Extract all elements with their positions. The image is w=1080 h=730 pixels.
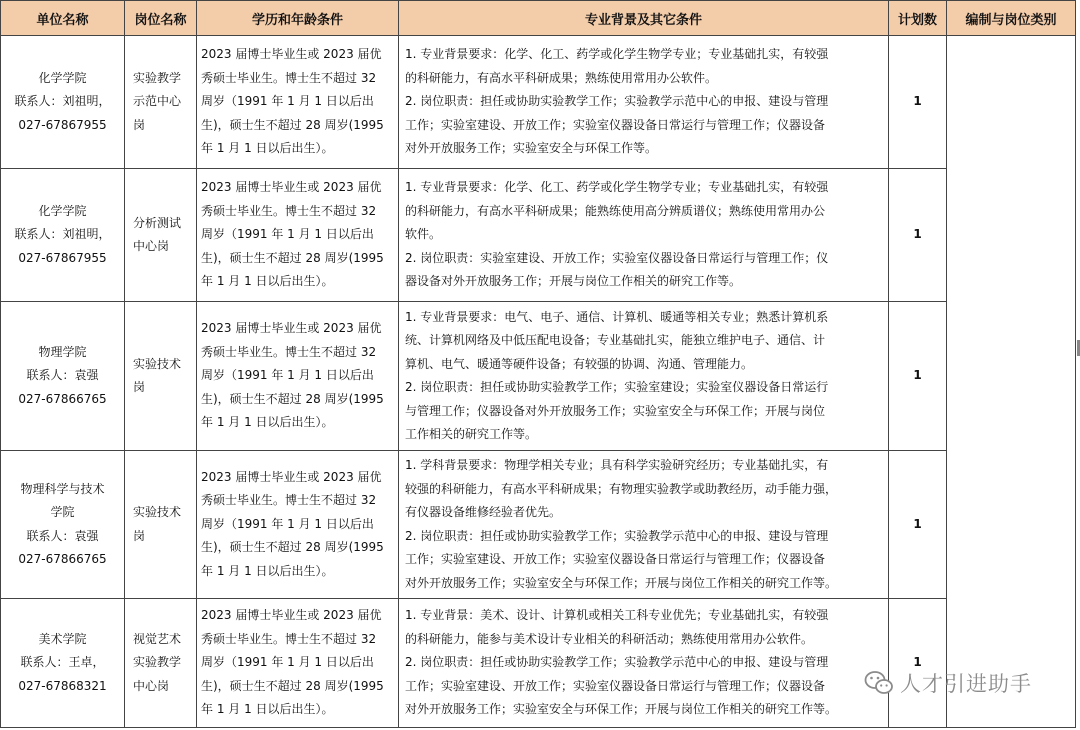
conditions-cell <box>399 36 889 169</box>
header-education-age: 学历和年龄条件 <box>197 1 399 36</box>
edu-line: 2023 届博士毕业生或 2023 届优 <box>201 469 382 484</box>
condition-line: 对外开放服务工作；实验室安全与环保工作；开展与岗位工作相关的研究工作等。 <box>405 575 838 590</box>
header-post: 岗位名称 <box>125 1 197 36</box>
edu-line: 周岁（1991 年 1 月 1 日以后出 <box>201 94 374 109</box>
condition-line: 1. 专业背景要求：化学、化工、药学或化学生物学专业；专业基础扎实，有较强 <box>405 180 829 195</box>
education-age-cell <box>197 451 399 599</box>
table-row <box>1 599 1076 728</box>
edu-line: 周岁（1991 年 1 月 1 日以后出 <box>201 368 374 383</box>
education-age-cell <box>197 302 399 451</box>
condition-line: 1. 专业背景：美术、设计、计算机或相关工科专业优先；专业基础扎实，有较强 <box>405 608 829 623</box>
table-row <box>1 36 1076 169</box>
unit-line: 化学学院 <box>38 70 87 85</box>
post-line: 中心岗 <box>133 678 170 693</box>
conditions-cell <box>399 599 889 728</box>
condition-line: 对外开放服务工作；实验室安全与环保工作等。 <box>405 141 658 156</box>
unit-line: 联系人：刘祖明， <box>14 227 111 242</box>
condition-line: 较强的科研能力，有高水平科研成果；有物理实验教学或助教经历，动手能力强， <box>405 481 838 496</box>
header-conditions: 专业背景及其它条件 <box>399 1 889 36</box>
edu-line: 周岁（1991 年 1 月 1 日以后出 <box>201 227 374 242</box>
header-row <box>1 1 1076 36</box>
edu-line: 2023 届博士毕业生或 2023 届优 <box>201 608 382 623</box>
condition-line: 1. 专业背景要求：电气、电子、通信、计算机、暖通等相关专业；熟悉计算机系 <box>405 309 829 324</box>
unit-line: 联系人：袁强 <box>26 528 99 543</box>
table-row <box>1 302 1076 451</box>
condition-line: 工作；实验室建设、开放工作；实验室仪器设备日常运行与管理工作；仪器设备 <box>405 678 826 693</box>
table-row <box>1 169 1076 302</box>
edu-line: 秀硕士毕业生。博士生不超过 32 <box>201 493 377 508</box>
unit-line: 物理学院 <box>38 344 87 359</box>
post-cell <box>125 36 197 169</box>
education-age-cell <box>197 36 399 169</box>
edu-line: 年 1 月 1 日以后出生）。 <box>201 141 334 156</box>
condition-line: 2. 岗位职责：担任或协助实验教学工作；实验教学示范中心的申报、建设与管理 <box>405 528 829 543</box>
unit-cell <box>1 36 125 169</box>
edu-line: 生)，硕士生不超过 28 周岁(1995 <box>201 678 384 693</box>
condition-line: 统、计算机网络及中低压配电设备；专业基础扎实，能独立维护电子、通信、计 <box>405 333 826 347</box>
condition-line: 器设备对外开放服务工作；开展与岗位工作相关的研究工作等。 <box>405 274 742 289</box>
conditions-cell <box>399 451 889 599</box>
condition-line: 的科研能力，能参与美术设计专业相关的科研活动；熟练使用常用办公软件。 <box>405 631 814 646</box>
unit-cell <box>1 599 125 728</box>
condition-line: 的科研能力，有高水平科研成果；熟练使用常用办公软件。 <box>405 70 718 85</box>
condition-line: 软件。 <box>405 227 442 242</box>
unit-line: 物理科学与技术 <box>20 481 105 496</box>
conditions-cell <box>399 302 889 451</box>
post-line: 岗 <box>133 380 146 394</box>
post-line: 分析测试 <box>133 215 182 230</box>
edu-line: 年 1 月 1 日以后出生）。 <box>201 274 334 289</box>
header-unit: 单位名称 <box>1 1 125 36</box>
unit-line: 027-67867955 <box>18 117 107 132</box>
condition-line: 有仪器设备维修经验者优先。 <box>405 505 562 519</box>
condition-line: 2. 岗位职责：担任或协助实验教学工作；实验教学示范中心的申报、建设与管理 <box>405 94 829 109</box>
unit-line: 美术学院 <box>38 631 87 646</box>
edu-line: 秀硕士毕业生。博士生不超过 32 <box>201 70 377 85</box>
post-cell <box>125 302 197 451</box>
header-count: 计划数 <box>889 1 947 36</box>
unit-line: 027-67866765 <box>18 391 107 406</box>
condition-line: 2. 岗位职责：担任或协助实验教学工作；实验室建设；实验室仪器设备日常运行 <box>405 380 829 394</box>
unit-line: 027-67868321 <box>18 678 107 693</box>
unit-cell <box>1 451 125 599</box>
header-category: 编制与岗位类别 <box>947 1 1076 36</box>
plan-count-cell: 1 <box>889 169 947 302</box>
post-line: 岗 <box>133 528 146 543</box>
unit-line: 学院 <box>50 505 75 519</box>
post-line: 实验技术 <box>133 356 182 371</box>
edu-line: 生)，硕士生不超过 28 周岁(1995 <box>201 391 384 406</box>
education-age-cell <box>197 169 399 302</box>
condition-line: 1. 学科背景要求：物理学相关专业；具有科学实验研究经历；专业基础扎实，有 <box>405 458 829 472</box>
edu-line: 秀硕士毕业生。博士生不超过 32 <box>201 203 377 218</box>
post-line: 视觉艺术 <box>133 631 182 646</box>
edu-line: 生)，硕士生不超过 28 周岁(1995 <box>201 540 384 555</box>
unit-line: 联系人：袁强 <box>26 368 99 383</box>
education-age-cell <box>197 599 399 728</box>
unit-line: 联系人：王卓， <box>20 655 105 670</box>
post-cell <box>125 169 197 302</box>
edu-line: 周岁（1991 年 1 月 1 日以后出 <box>201 516 374 531</box>
edu-line: 2023 届博士毕业生或 2023 届优 <box>201 321 382 336</box>
post-line: 中心岗 <box>133 239 170 253</box>
unit-line: 027-67867955 <box>18 250 107 265</box>
post-line: 实验教学 <box>133 70 182 85</box>
wechat-icon <box>864 670 894 696</box>
post-line: 实验技术 <box>133 505 182 519</box>
unit-cell <box>1 302 125 451</box>
edu-line: 秀硕士毕业生。博士生不超过 32 <box>201 344 377 359</box>
edu-line: 周岁（1991 年 1 月 1 日以后出 <box>201 655 374 670</box>
plan-count-cell: 1 <box>889 302 947 451</box>
condition-line: 工作；实验室建设、开放工作；实验室仪器设备日常运行与管理工作；仪器设备 <box>405 552 826 566</box>
edu-line: 年 1 月 1 日以后出生）。 <box>201 702 334 717</box>
category-cell <box>947 36 1076 728</box>
post-line: 实验教学 <box>133 655 182 670</box>
condition-line: 算机、电气、暖通等硬件设备；有较强的协调、沟通、管理能力。 <box>405 356 754 371</box>
unit-cell <box>1 169 125 302</box>
plan-count-cell: 1 <box>889 599 947 728</box>
edu-line: 年 1 月 1 日以后出生）。 <box>201 563 334 578</box>
post-cell <box>125 451 197 599</box>
plan-count-cell: 1 <box>889 451 947 599</box>
unit-line: 化学学院 <box>38 203 87 218</box>
condition-line: 工作；实验室建设、开放工作；实验室仪器设备日常运行与管理工作；仪器设备 <box>405 117 826 132</box>
unit-line: 联系人：刘祖明， <box>14 94 111 109</box>
condition-line: 与管理工作；仪器设备对外开放服务工作；实验室安全与环保工作；开展与岗位 <box>405 403 826 418</box>
edu-line: 生)，硕士生不超过 28 周岁(1995 <box>201 117 384 132</box>
condition-line: 2. 岗位职责：担任或协助实验教学工作；实验教学示范中心的申报、建设与管理 <box>405 655 829 670</box>
post-cell <box>125 599 197 728</box>
post-line: 示范中心 <box>133 94 182 109</box>
edu-line: 2023 届博士毕业生或 2023 届优 <box>201 180 382 195</box>
watermark <box>864 666 1032 700</box>
edu-line: 生)，硕士生不超过 28 周岁(1995 <box>201 250 384 265</box>
condition-line: 对外开放服务工作；实验室安全与环保工作；开展与岗位工作相关的研究工作等。 <box>405 702 838 717</box>
conditions-cell <box>399 169 889 302</box>
condition-line: 的科研能力，有高水平科研成果；能熟练使用高分辨质谱仪；熟练使用常用办公 <box>405 203 826 218</box>
table-row <box>1 451 1076 599</box>
plan-count-cell: 1 <box>889 36 947 169</box>
watermark-text: 人才引进助手 <box>900 672 1032 696</box>
condition-line: 工作相关的研究工作等。 <box>405 427 538 441</box>
edu-line: 2023 届博士毕业生或 2023 届优 <box>201 47 382 62</box>
condition-line: 2. 岗位职责：实验室建设、开放工作；实验室仪器设备日常运行与管理工作；仪 <box>405 250 829 265</box>
edu-line: 年 1 月 1 日以后出生）。 <box>201 415 334 430</box>
edu-line: 秀硕士毕业生。博士生不超过 32 <box>201 631 377 646</box>
post-line: 岗 <box>133 117 146 132</box>
unit-line: 027-67866765 <box>18 552 107 566</box>
condition-line: 1. 专业背景要求：化学、化工、药学或化学生物学专业；专业基础扎实，有较强 <box>405 47 829 62</box>
